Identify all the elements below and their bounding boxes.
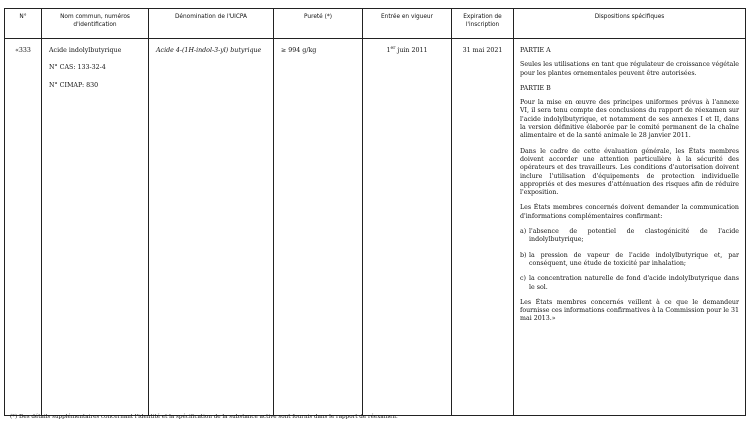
header-provisions: Dispositions spécifiques <box>514 9 746 39</box>
footnote: (*) Des détails supplémentaires concernant l'identité et la spécification de la substance active sont fournis dans le rapport de réexamen. <box>10 414 398 420</box>
part-b-paragraph-4: Les États membres concernés veillent à ce que le demandeur fournisse ces informations confirmatives à la Commission pour le 31 mai 2013.» <box>520 298 739 323</box>
header-expiry: Expiration de l'inscription <box>452 9 514 39</box>
table-row <box>5 39 746 416</box>
cell-entry-into-force <box>363 39 452 416</box>
entry-ordinal: er <box>390 45 396 51</box>
table-header-row <box>5 9 746 39</box>
cell-iupac: Acide 4-(1H-indol-3-yl) butyrique <box>149 39 274 416</box>
part-a-title: PARTIE A <box>520 47 551 54</box>
list-marker: c) <box>520 275 526 283</box>
list-item <box>520 275 739 292</box>
list-marker: a) <box>520 228 527 236</box>
part-a-text: Seules les utilisations en tant que régulateur de croissance végétale pour les plantes ornementales peuvent être autorisées. <box>520 61 739 77</box>
list-text: l'absence de potentiel de clastogénicité de l'acide indolylbutyrique; <box>529 228 739 244</box>
substance-table <box>4 8 746 416</box>
entry-month-year: juin 2011 <box>395 47 428 54</box>
list-item <box>520 228 739 245</box>
part-b-paragraph-2: Dans le cadre de cette évaluation générale, les États membres doivent accorder une attention particulière à la sécurité des opérateurs et des travailleurs. Les conditions d'autorisation doivent inclure l'utilisation d'équipements de protection individuelle appropriés et des mesures d'atténuation des risques afin de réduire l'exposition. <box>520 147 739 197</box>
header-purity: Pureté (*) <box>274 9 363 39</box>
list-text: la concentration naturelle de fond d'acide indolylbutyrique dans le sol. <box>529 275 739 291</box>
part-b-paragraph-1: Pour la mise en œuvre des principes uniformes prévus à l'annexe VI, il sera tenu compte des conclusions du rapport de réexamen sur l'acide indolylbutyrique, et notamment de ses annexes I et II, dans la version définitive élaborée par le comité permanent de la chaîne alimentaire et de la santé animale le 28 janvier 2011. <box>520 99 739 140</box>
header-no: N° <box>5 9 42 39</box>
cell-purity: ≥ 994 g/kg <box>274 39 363 416</box>
cas-number: N° CAS: 133-32-4 <box>49 64 106 72</box>
cell-no: «333 <box>5 39 42 416</box>
header-entry-into-force: Entrée en vigueur <box>363 9 452 39</box>
list-text: la pression de vapeur de l'acide indolylbutyrique et, par conséquent, une étude de toxicité par inhalation; <box>529 251 739 267</box>
header-iupac: Dénomination de l'UICPA <box>149 9 274 39</box>
list-marker: b) <box>520 251 527 259</box>
cell-name <box>42 39 149 416</box>
part-b-title: PARTIE B <box>520 84 551 92</box>
entry-day: 1 <box>386 47 391 54</box>
list-item <box>520 252 739 269</box>
cell-provisions <box>514 39 746 416</box>
header-name: Nom commun, numéros d'identification <box>42 9 149 39</box>
part-b-paragraph-3: Les États membres concernés doivent demander la communication d'informations complémentaires confirmant: <box>520 204 739 220</box>
cell-expiry: 31 mai 2021 <box>452 39 514 416</box>
common-name: Acide indolylbutyrique <box>49 47 122 54</box>
cipac-number: N° CIMAP: 830 <box>49 81 99 89</box>
